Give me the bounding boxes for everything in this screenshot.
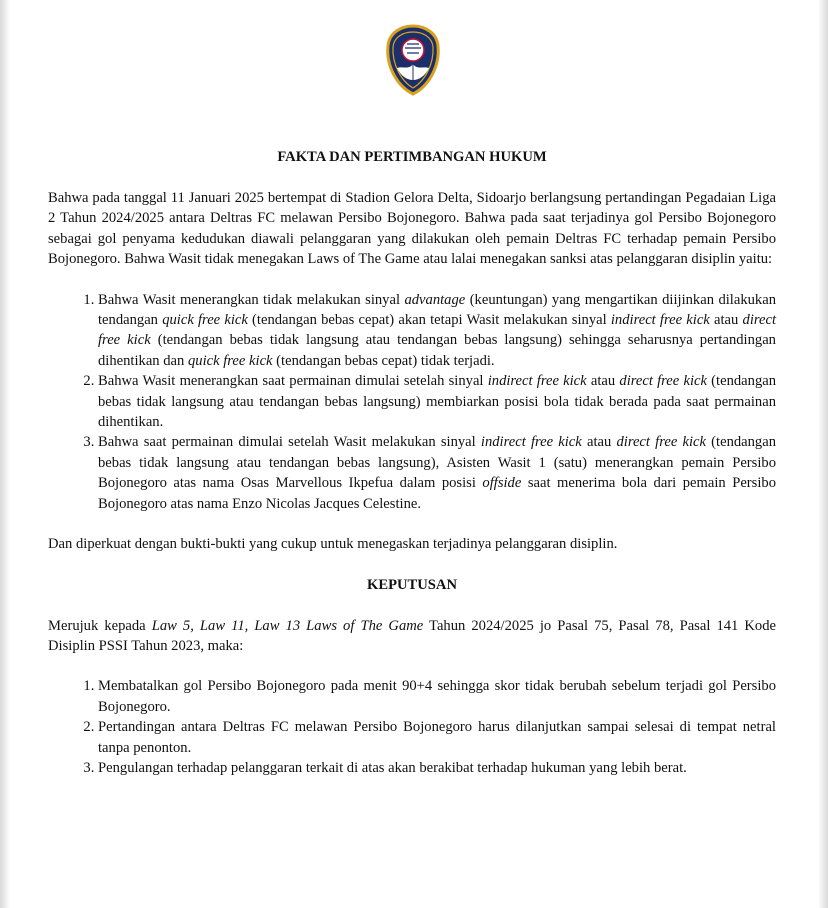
facts-closing-paragraph: Dan diperkuat dengan bukti-bukti yang cukup untuk menegaskan terjadinya pelanggaran disiplin. xyxy=(48,536,618,553)
document-body xyxy=(48,147,776,778)
italic-term: direct free kick xyxy=(98,312,777,349)
facts-intro-paragraph: Bahwa pada tanggal 11 Januari 2025 bertempat di Stadion Gelora Delta, Sidoarjo berlangsung pertandingan Pegadaian Liga 2 Tahun 2024/2025 antara Deltras FC melawan Persibo Bojonegoro. Bahwa pada saat terjadinya gol Persibo Bojonegoro sebagai gol penyama kedudukan diawali pelanggaran yang dilakukan oleh pemain Deltras FC terhadap pemain Persibo Bojonegoro. Bahwa Wasit tidak menegakan Laws of The Game atau lalai menegakan sanksi atas pelanggaran disiplin yaitu: xyxy=(48,190,776,268)
page-shadow-right xyxy=(818,0,828,908)
decision-intro-paragraph: Merujuk kepada Law 5, Law 11, Law 13 Laws of The Game Tahun 2024/2025 jo Pasal 75, Pasal 78, Pasal 141 Kode Disiplin PSSI Tahun 2023, maka: xyxy=(48,617,776,654)
italic-term: direct free kick xyxy=(619,373,707,390)
italic-term: quick free kick xyxy=(187,352,273,369)
decision-list-item: 1. Membatalkan gol Persibo Bojonegoro pada menit 90+4 sehingga skor tidak berubah sebelum terjadi gol Persibo Bojonegoro. xyxy=(98,676,776,717)
facts-list-item: 3. Bahwa saat permainan dimulai setelah Wasit melakukan sinyal indirect free kick atau direct free kick (tendangan bebas tidak langsung atau tendangan bebas langsung), Asisten Wasit 1 (satu) menerangkan pemain Persibo Bojonegoro atas nama Osas Marvellous Ikpefua dalam posisi offside saat menerima bola dari pemain Persibo Bojonegoro atas nama Enzo Nicolas Jacques Celestine. xyxy=(98,432,776,514)
italic-term: indirect free kick xyxy=(610,312,710,329)
italic-term: offside xyxy=(482,475,522,492)
section-title-facts: FAKTA DAN PERTIMBANGAN HUKUM xyxy=(277,149,547,165)
italic-term: direct free kick xyxy=(616,434,706,451)
facts-list xyxy=(48,290,776,514)
italic-term: quick free kick xyxy=(162,312,248,329)
decision-list xyxy=(48,676,776,778)
facts-list-item: 2. Bahwa Wasit menerangkan saat permainan dimulai setelah sinyal indirect free kick atau direct free kick (tendangan bebas tidak langsung atau tendangan bebas langsung) membiarkan posisi bola tidak berada pada saat permainan dihentikan. xyxy=(98,371,776,432)
page-shadow-left xyxy=(0,0,10,908)
section-title-decision: KEPUTUSAN xyxy=(366,576,457,593)
facts-list-item: 1. Bahwa Wasit menerangkan tidak melakukan sinyal advantage (keuntungan) yang mengartikan diijinkan dilakukan tendangan quick free kick (tendangan bebas cepat) akan tetapi Wasit melakukan sinyal indirect free kick atau direct free kick (tendangan bebas tidak langsung atau tendangan bebas langsung) sehingga seharusnya pertandingan dihentikan dan quick free kick (tendangan bebas cepat) tidak terjadi. xyxy=(98,290,776,372)
italic-term: Law 5, Law 11, Law 13 Laws of The Game xyxy=(151,617,424,634)
decision-list-item: 2. Pertandingan antara Deltras FC melawan Persibo Bojonegoro harus dilanjutkan sampai selesai di tempat netral tanpa penonton. xyxy=(98,717,776,758)
italic-term: indirect free kick xyxy=(480,434,582,451)
pssi-logo xyxy=(383,24,443,96)
decision-list-item: 3. Pengulangan terhadap pelanggaran terkait di atas akan berakibat terhadap hukuman yang lebih berat. xyxy=(98,758,776,778)
italic-term: indirect free kick xyxy=(487,373,587,390)
italic-term: advantage xyxy=(404,291,466,308)
